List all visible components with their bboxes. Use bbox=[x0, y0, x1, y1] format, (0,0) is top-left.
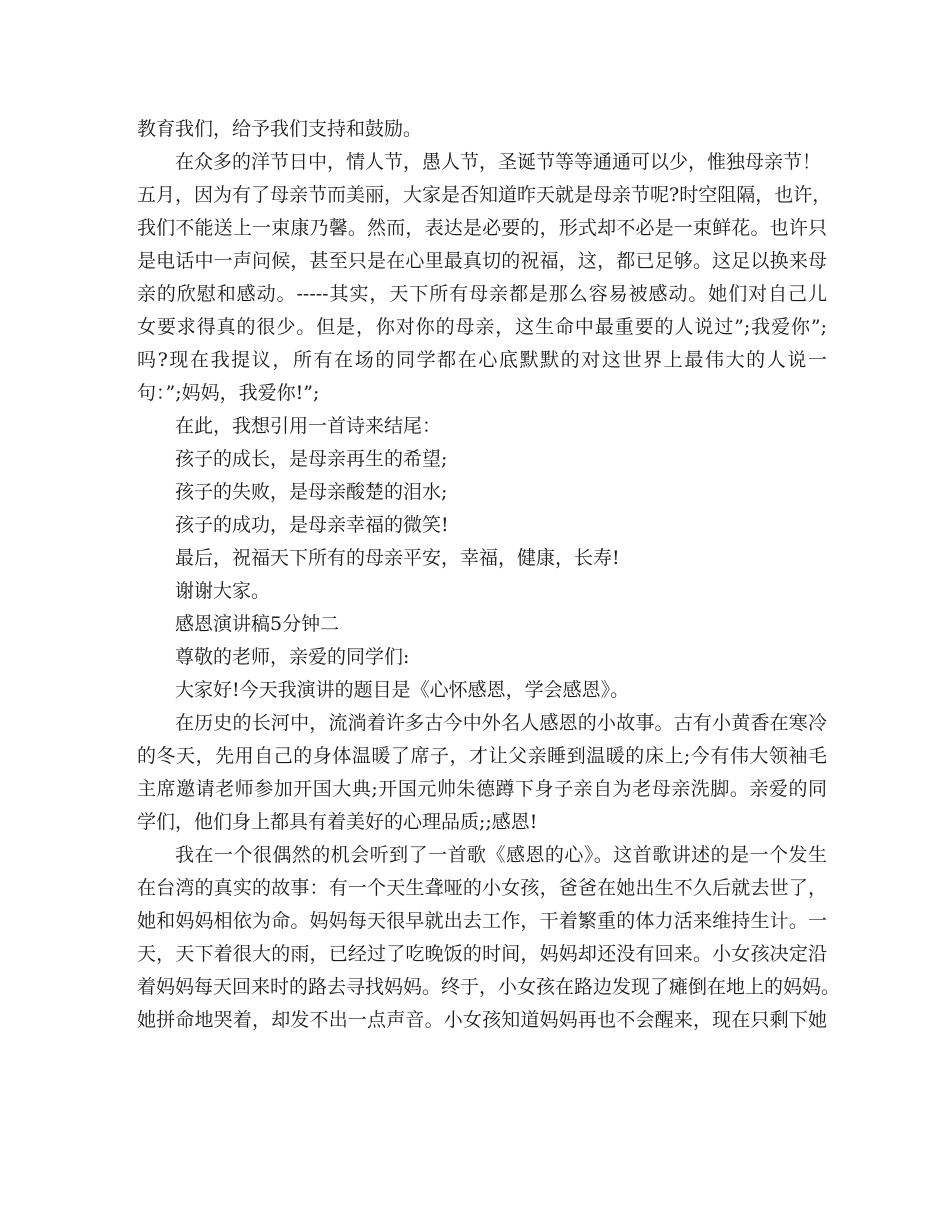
paragraph-first-line: 在历史的长河中，流淌着许多古今中外名人感恩的小故事。古有小黄香在寒冷 bbox=[175, 712, 827, 734]
text-line: 教育我们，给予我们支持和鼓励。 bbox=[137, 118, 423, 140]
text-line: 她拼命地哭着，却发不出一点声音。小女孩知道妈妈再也不会醒来，现在只剩下她 bbox=[137, 1009, 827, 1031]
paragraph-first-line: 谢谢大家。 bbox=[175, 580, 271, 602]
text-line: 的冬天，先用自己的身体温暖了席子，才让父亲睡到温暖的床上;今有伟大领袖毛 bbox=[137, 745, 827, 767]
paragraph-first-line: 在众多的洋节日中，情人节，愚人节，圣诞节等等通通可以少，惟独母亲节！ bbox=[175, 151, 822, 173]
paragraph-first-line: 大家好!今天我演讲的题目是《心怀感恩，学会感恩》。 bbox=[175, 679, 630, 701]
text-line: 她和妈妈相依为命。妈妈每天很早就出去工作，干着繁重的体力活来维持生计。一 bbox=[137, 910, 827, 932]
salutation: 尊敬的老师，亲爱的同学们: bbox=[175, 646, 410, 668]
poem-line: 孩子的成长，是母亲再生的希望; bbox=[175, 448, 448, 470]
document-body bbox=[137, 113, 841, 1037]
text-line: 学们，他们身上都具有着美好的心理品质;;感恩! bbox=[137, 811, 538, 833]
text-line: 吗?现在我提议，所有在场的同学都在心底默默的对这世界上最伟大的人说一 bbox=[137, 349, 827, 371]
section-heading: 感恩演讲稿5分钟二 bbox=[175, 613, 340, 635]
text-line: 五月，因为有了母亲节而美丽，大家是否知道昨天就是母亲节呢?时空阻隔，也许， bbox=[137, 184, 832, 206]
text-line: 是电话中一声问候，甚至只是在心里最真切的祝福，这，都已足够。这足以换来母 bbox=[137, 250, 827, 272]
text-line: 我们不能送上一束康乃馨。然而，表达是必要的，形式却不必是一束鲜花。也许只 bbox=[137, 217, 827, 239]
text-line: 女要求得真的很少。但是，你对你的母亲，这生命中最重要的人说过”;我爱你”; bbox=[137, 316, 827, 338]
text-line: 主席邀请老师参加开国大典;开国元帅朱德蹲下身子亲自为老母亲洗脚。亲爱的同 bbox=[137, 778, 827, 800]
text-line: 在台湾的真实的故事：有一个天生聋哑的小女孩，爸爸在她出生不久后就去世了， bbox=[137, 877, 827, 899]
paragraph-first-line: 最后，祝福天下所有的母亲平安，幸福，健康，长寿! bbox=[175, 547, 620, 569]
text-line: 亲的欣慰和感动。-----其实，天下所有母亲都是那么容易被感动。她们对自己儿 bbox=[137, 283, 827, 305]
paragraph-first-line: 我在一个很偶然的机会听到了一首歌《感恩的心》。这首歌讲述的是一个发生 bbox=[175, 844, 827, 866]
text-line: 句：”;妈妈，我爱你!”; bbox=[137, 382, 320, 404]
text-line: 天，天下着很大的雨，已经过了吃晚饭的时间，妈妈却还没有回来。小女孩决定沿 bbox=[137, 943, 827, 965]
poem-line: 孩子的失败，是母亲酸楚的泪水; bbox=[175, 481, 448, 503]
poem-line: 孩子的成功，是母亲幸福的微笑! bbox=[175, 514, 449, 536]
paragraph-first-line: 在此，我想引用一首诗来结尾： bbox=[175, 415, 442, 437]
text-line: 着妈妈每天回来时的路去寻找妈妈。终于，小女孩在路边发现了瘫倒在地上的妈妈。 bbox=[137, 976, 841, 998]
